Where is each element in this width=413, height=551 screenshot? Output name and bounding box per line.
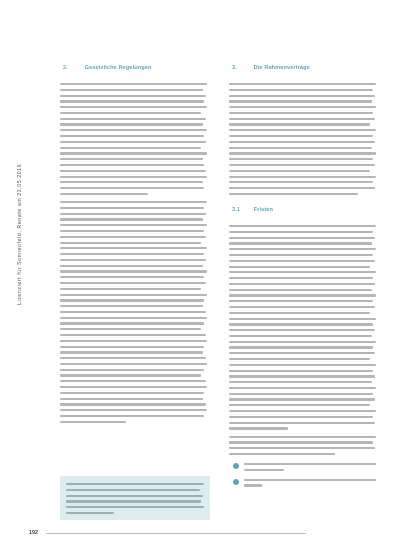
license-note: Lizenziert für Sonnenfeld, Renate am 22.05.2016 bbox=[17, 163, 23, 305]
footer-rule bbox=[46, 533, 306, 534]
left-column bbox=[60, 65, 207, 429]
paragraph-5 bbox=[229, 436, 376, 456]
bullet-list bbox=[229, 463, 376, 490]
callout-box bbox=[60, 476, 210, 520]
paragraph-3 bbox=[229, 83, 376, 195]
right-column bbox=[229, 65, 376, 494]
page-number: 192 bbox=[29, 530, 38, 536]
bullet-marker bbox=[233, 463, 239, 469]
section-number: 2. bbox=[63, 65, 68, 71]
subsection-heading bbox=[229, 207, 376, 213]
section-title: Gesetzliche Regelungen bbox=[84, 65, 152, 71]
paragraph-1 bbox=[60, 83, 207, 195]
paragraph-4 bbox=[229, 225, 376, 430]
paragraph-2 bbox=[60, 201, 207, 423]
bullet-marker bbox=[233, 479, 239, 485]
subsection-number: 3.1 bbox=[232, 207, 241, 214]
page-footer bbox=[29, 530, 306, 536]
left-margin bbox=[0, 0, 58, 551]
section-heading-right bbox=[229, 65, 376, 71]
subsection-title: Fristen bbox=[253, 207, 274, 214]
section-title: Die Rahmenverträge bbox=[253, 65, 310, 71]
list-item bbox=[229, 463, 376, 475]
list-item bbox=[229, 479, 376, 491]
section-number: 3. bbox=[232, 65, 237, 71]
section-heading-left bbox=[60, 65, 207, 71]
